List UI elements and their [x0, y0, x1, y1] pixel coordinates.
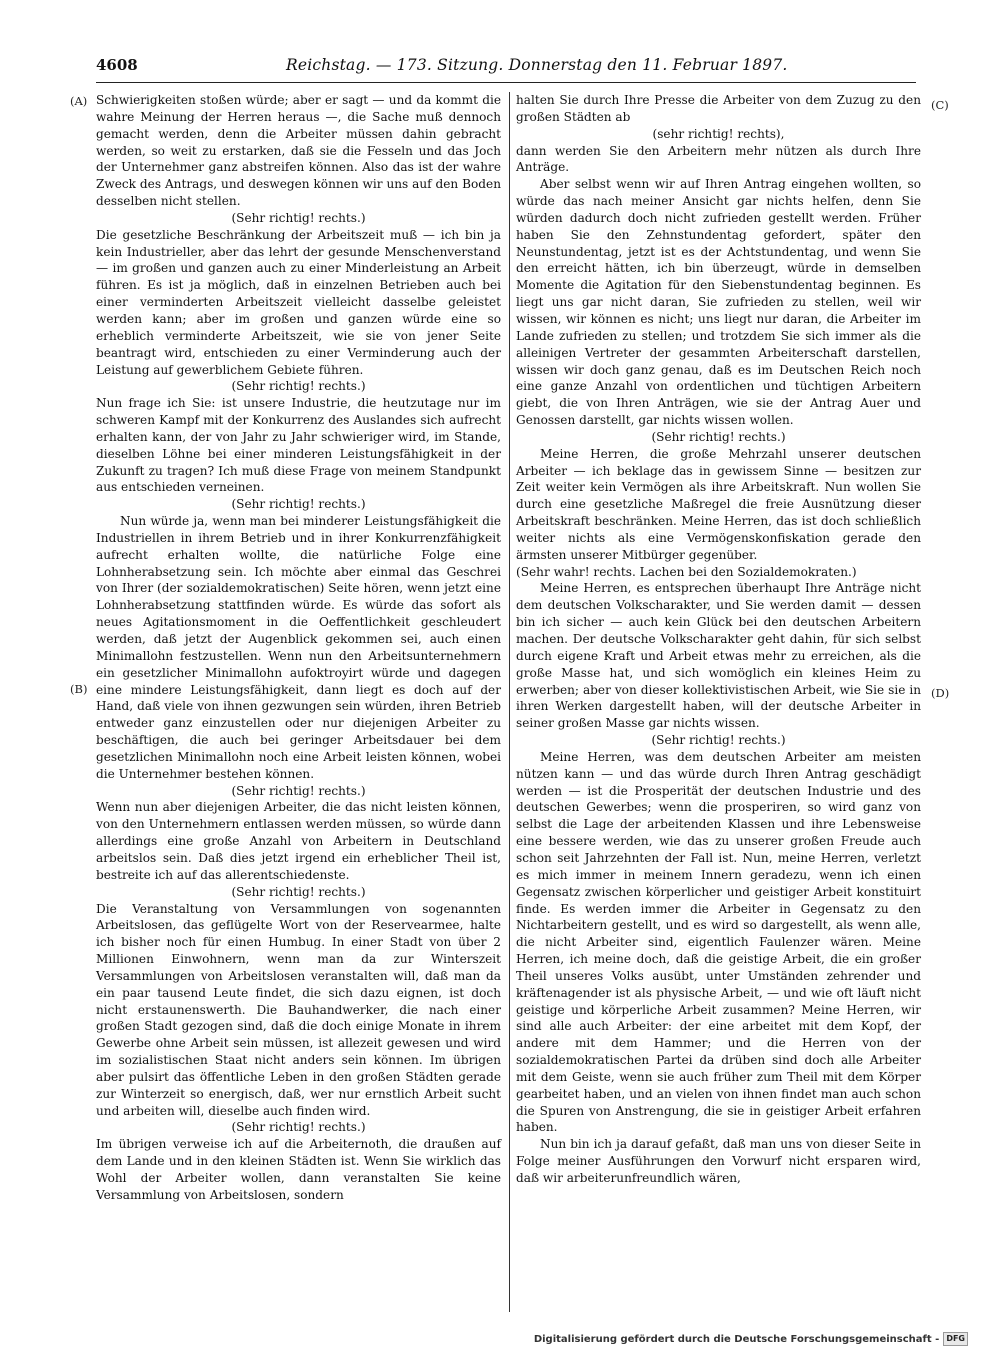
paragraph: Meine Herren, was dem deutschen Arbeiter am meisten nützen kann — und das würde durch Ihren Antrag geschädigt werden — ist die Prosperität der deutschen Industrie und des deutschen Gewerbes; wenn die prosperiren, so wird ganz von selbst die Lage der arbeitenden Klassen und ihre Lebensweise eine bessere werden, wie das zu unserer großen Freude auch schon seit Jahrzehnten der Fall ist. Nun, meine Herren, verletzt es mich immer in meinem Innern geradezu, wenn ich einen Gegensatz zwischen körperlicher und geistiger Arbeit konstituirt finde. Es werden immer die Arbeiter in Gegensatz zu den Nichtarbeitern gestellt, und es wird so dargestellt, als wenn alle, die nicht Arbeiter sind, eigentlich Faulenzer wären. Meine Herren, ich meine doch, daß die geistige Arbeit, die ein großer Theil unseres Volks ausübt, unter Umständen zehrender und kräftenagender ist als physische Arbeit, — und wie oft läuft nicht geistige und körperliche Arbeit zusammen? Meine Herren, wir sind alle auch Arbeiter: der eine arbeitet mit dem Kopf, der andere mit dem Hammer; und die Herren von der sozialdemokratischen Partei da drüben sind doch alle Arbeiter mit dem Geiste, wenn sie auch früher zum Theil mit dem Körper gearbeitet haben, und an vielen von ihnen findet man auch schon die Spuren von Anstrengung, die sie in geistiger Arbeit erfahren haben.	[516, 749, 921, 1135]
margin-mark-d: (D)	[931, 686, 950, 700]
paragraph: Meine Herren, die große Mehrzahl unserer deutschen Arbeiter — ich beklage das in gewissem Sinne — besitzen zur Zeit weiter kein Vermögen als ihre Arbeitskraft. Nun wollen Sie durch eine gesetzliche Maßregel die freie Ausnützung dieser Arbeitskraft beschränken. Meine Herren, das ist doch schließlich weiter nichts als eine Vermögenskonfiskation gerade den ärmsten unserer Mitbürger gegenüber.	[516, 446, 921, 562]
interjection: (Sehr richtig! rechts.)	[651, 429, 786, 444]
interjection: (Sehr richtig! rechts.)	[231, 497, 366, 512]
paragraph: Nun bin ich ja darauf gefaßt, daß man uns von dieser Seite in Folge meiner Ausführungen den Vorwurf nicht ersparen wird, daß wir arbeiterunfreundlich wären,	[516, 1137, 921, 1185]
paragraph: Im übrigen verweise ich auf die Arbeiternoth, die draußen auf dem Lande und in den kleinen Städten ist. Wenn Sie wirklich das Wohl der Arbeiter wollen, dann veranstalten Sie keine Versammlung von Arbeitslosen, sondern	[96, 1137, 501, 1202]
interjection: (Sehr richtig! rechts.)	[231, 783, 366, 798]
interjection: (Sehr richtig! rechts.)	[231, 379, 366, 394]
interjection: (Sehr richtig! rechts.)	[651, 733, 786, 748]
dfg-logo: DFG	[943, 1332, 968, 1346]
paragraph: halten Sie durch Ihre Presse die Arbeiter von dem Zuzug zu den großen Städten ab	[516, 93, 921, 124]
paragraph: Schwierigkeiten stoßen würde; aber er sagt — und da kommt die wahre Meinung der Herren heraus —, die Sache muß dennoch gemacht werden, denn die Arbeiter müssen dahin gebracht werden, so weit zu erstarken, daß sie die Fesseln und das Joch der Unternehmer ganz abstreifen können. Also das ist der wahre Zweck des Antrags, und deswegen können wir uns auf den Boden desselben nicht stellen.	[96, 93, 501, 209]
margin-mark-c: (C)	[931, 98, 949, 112]
paragraph: Nun frage ich Sie: ist unsere Industrie, die heutzutage nur im schweren Kampf mit der Konkurrenz des Auslandes sich aufrecht erhalten kann, der von Jahr zu Jahr schwieriger wird, im Stande, dieselben Löhne bei einer minderen Leistungsfähigkeit in der Zukunft zu tragen? Ich muß diese Frage von meinem Standpunkt aus entschieden verneinen.	[96, 396, 501, 495]
interjection: (Sehr richtig! rechts.)	[231, 210, 366, 225]
paragraph: Aber selbst wenn wir auf Ihren Antrag eingehen wollten, so würde das nach meiner Ansicht gar nichts helfen, denn Sie würden dadurch doch nicht zufrieden gestellt werden. Früher haben Sie den Zehnstundentag gefordert, später den Neunstundentag, jetzt ist es der Achtstundentag, und wenn Sie den erreicht hätten, ich bin überzeugt, würde in demselben Momente die Agitation für den Siebenstundentag beginnen. Es liegt uns gar nicht daran, Sie zufrieden zu stellen, weil wir wissen, wir können es nicht; uns liegt nur daran, die Arbeiter im Lande zufrieden zu stellen; und trotzdem Sie sich immer als die alleinigen Vertreter der gesammten Arbeiterschaft darstellen, wissen wir doch ganz genau, daß es im Deutschen Reich noch eine ganze Anzahl von ordentlichen und tüchtigen Arbeitern giebt, die von Ihren Anträgen, wie sie der Antrag Auer und Genossen darstellt, gar nichts wissen wollen.	[516, 177, 921, 428]
page-number: 4608	[96, 56, 138, 74]
column-divider	[509, 92, 510, 1312]
paragraph: Meine Herren, es entsprechen überhaupt Ihre Anträge nicht dem deutschen Volkscharakter, und Sie werden damit — dessen bin ich sicher — auch kein Glück bei den deutschen Arbeitern machen. Der deutsche Volkscharakter geht dahin, für sich selbst durch eigene Kraft und Arbeit etwas mehr zu erreichen, als die große Masse hat, und sich womöglich ein kleines Heim zu erwerben; aber von dieser kollektivistischen Arbeit, wie Sie sie in ihren Werken dargestellt haben, will der deutsche Arbeiter in seiner großen Masse gar nichts wissen.	[516, 581, 921, 731]
paragraph: Die gesetzliche Beschränkung der Arbeitszeit muß — ich bin ja kein Industrieller, aber das lehrt der gesunde Menschenverstand — im großen und ganzen auch zu einer Minderleistung an Arbeit führen. Es ist ja möglich, daß in einzelnen Betrieben auch bei einer verminderten Arbeitszeit vielleicht dasselbe geleistet werden kann; aber im großen und ganzen würde eine so erheblich verminderte Arbeitszeit, wie sie von jener Seite beantragt wird, entschieden zu einer Verminderung auch der Leistung auf gewerblichem Gebiete führen.	[96, 227, 501, 377]
paragraph: Wenn nun aber diejenigen Arbeiter, die das nicht leisten können, von den Unternehmern entlassen werden müssen, so würde dann allerdings eine große Anzahl von Arbeitern in Deutschland arbeitslos sein. Daß dies jetzt irgend ein erheblicher Theil ist, bestreite ich auf das allerentschiedenste.	[96, 800, 501, 882]
paragraph: Nun würde ja, wenn man bei minderer Leistungsfähigkeit die Industriellen in ihrem Betrieb und in ihrer Konkurrenzfähigkeit aufrecht erhalten wollte, die natürliche Folge eine Lohnherabsetzung sein. Ich möchte aber einmal das Geschrei von Ihrer (der sozialdemokratischen) Seite hören, wenn jetzt eine Lohnherabsetzung stattfinden würde. Es würde das sofort als neues Agitationsmoment in die Oeffentlichkeit geschleudert werden, daß jetzt der Augenblick gekommen sei, auch einen Minimallohn festzustellen. Wenn nun den Arbeitsunternehmern ein gesetzlicher Minimallohn aufoktroyirt würde und dagegen eine mindere Leistungsfähigkeit, dann liegt es doch auf der Hand, daß viele von ihnen gezwungen sein würden, ihren Betrieb entweder ganz einzustellen oder nur diejenigen Arbeiter zu beschäftigen, die auch bei geringer Arbeitsdauer bei dem gesetzlichen Minimallohn noch eine Arbeit leisten können, wobei die Unternehmer bestehen können.	[96, 514, 501, 781]
margin-mark-b: (B)	[70, 682, 88, 696]
margin-mark-a: (A)	[70, 94, 88, 108]
interjection: (Sehr richtig! rechts.)	[231, 884, 366, 899]
digitization-credit	[534, 1332, 968, 1346]
interjection: (Sehr richtig! rechts.)	[231, 1120, 366, 1135]
page-header	[96, 54, 916, 83]
interjection: (sehr richtig! rechts),	[652, 126, 785, 141]
paragraph: Die Veranstaltung von Versammlungen von sogenannten Arbeitslosen, das geflügelte Wort von der Reservearmee, halte ich bisher noch für einen Humbug. In einer Stadt von über 2 Millionen Einwohnern, wenn man da zur Winterszeit Versammlungen von Arbeitslosen veranstalten will, daß man da ein paar tausend Leute findet, die sich dazu eignen, ist doch nicht erstaunenswerth. Die Bauhandwerker, die nach einer großen Stadt gezogen sind, daß die doch einige Monate in ihrem Gewerbe ohne Arbeit sein müssen, ist allezeit gewesen und wird im sozialistischen Staat nicht anders sein können. Im übrigen aber pulsirt das öffentliche Leben in den großen Städten gerade zur Winterzeit so energisch, daß, wer nur ernstlich Arbeit sucht und arbeiten will, dieselbe auch finden wird.	[96, 901, 501, 1118]
paragraph: dann werden Sie den Arbeitern mehr nützen als durch Ihre Anträge.	[516, 143, 921, 175]
running-head: Reichstag. — 173. Sitzung. Donnerstag den 11. Februar 1897.	[286, 56, 788, 74]
right-column	[516, 92, 921, 1187]
credit-text: Digitalisierung gefördert durch die Deutsche Forschungsgemeinschaft -	[533, 1333, 940, 1345]
left-column	[96, 92, 501, 1204]
interjection: (Sehr wahr! rechts. Lachen bei den Sozialdemokraten.)	[516, 564, 857, 579]
